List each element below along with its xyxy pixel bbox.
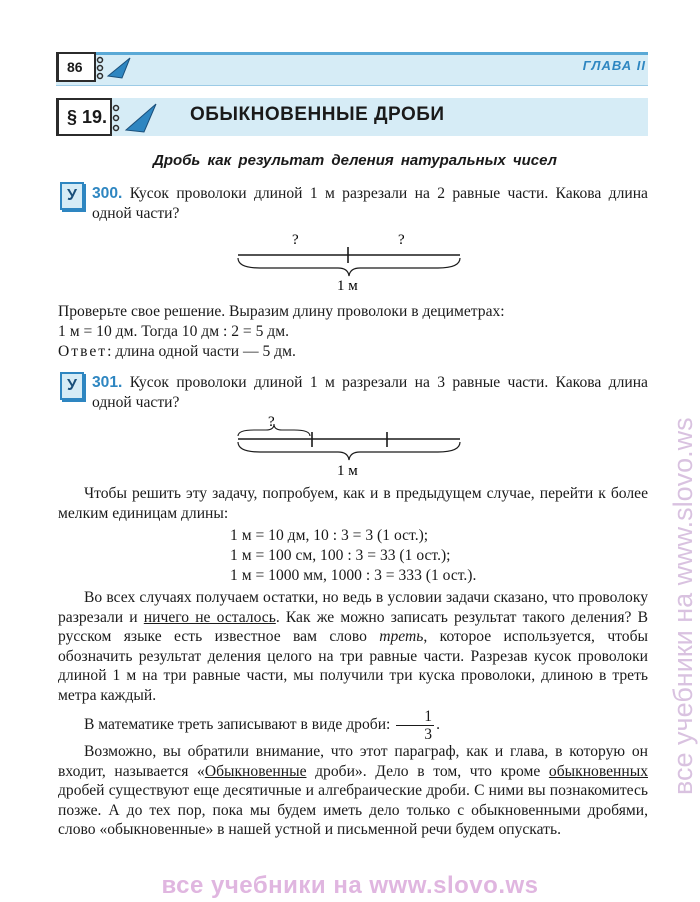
problem-number: 301. <box>92 374 123 391</box>
page-number: 86 <box>56 52 96 82</box>
paragraph-fraction: В математике треть записывают в виде дроби: $\frac{1}{3}$ . <box>84 708 440 743</box>
paragraph-common-fractions: Возможно, вы обратили внимание, что этот параграф, как и глава, в которую он входит, называется «Обыкновенные дроби». Дело в том, что кроме обыкновенных дробей существуют еще десятичные и алгебраические дроби. С ними вы познакомитесь позже. А до тех пор, пока мы будем иметь дело только с обыкновенными дробями, слово «обыкновенные» в нашей устной и письменной речи будем опускать. <box>58 743 648 838</box>
watermark-bottom: все учебники на www.slovo.ws <box>161 872 539 899</box>
answer-line: Ответ: длина одной части — 5 дм. <box>58 343 296 360</box>
section-number: § 19. <box>56 98 112 136</box>
chapter-label: ГЛАВА II <box>582 58 646 73</box>
section-title: ОБЫКНОВЕННЫЕ ДРОБИ <box>190 104 445 125</box>
exercise-badge: У <box>60 372 84 400</box>
segment-diagram-halves <box>230 230 470 292</box>
question-mark: ? <box>292 232 299 248</box>
question-mark: ? <box>268 414 275 430</box>
problem-number: 300. <box>92 185 123 202</box>
question-mark: ? <box>398 232 405 248</box>
fraction-one-third: $\frac{1}{3}$ <box>396 708 434 743</box>
pen-nib-icon <box>96 54 136 82</box>
paragraph-remainders: Во всех случаях получаем остатки, но ведь в условии задачи сказано, что проволоку разрезали и ничего не осталось. Как же можно записать результат такого деления? В русском языке есть известное вам слово треть, которое используется, чтобы обозначить результат деления целого на три равные части. Разрезав кусок проволоки длиной 1 м на три равные части, мы получили три куска проволоки, длиною в треть метра каждый. <box>58 589 648 704</box>
check-line-2: 1 м = 10 дм. Тогда 10 дм : 2 = 5 дм. <box>58 323 289 340</box>
exercise-badge: У <box>60 182 84 210</box>
problem-text: Кусок проволоки длиной 1 м разрезали на 2 равные части. Какова длина одной части? <box>92 185 648 222</box>
problem-300 <box>92 184 648 223</box>
problem-301 <box>92 373 648 412</box>
equation-line: 1 м = 100 см, 100 : 3 = 33 (1 ост.); <box>230 547 451 564</box>
segment-length-label: 1 м <box>337 278 358 292</box>
watermark-side: все учебники на www.slovo.ws <box>668 417 698 795</box>
segment-diagram-thirds <box>230 412 470 480</box>
check-line-1: Проверьте свое решение. Выразим длину проволоки в дециметрах: <box>58 303 505 320</box>
subsection-title: Дробь как результат деления натуральных чисел <box>152 152 557 169</box>
equation-line: 1 м = 10 дм, 10 : 3 = 3 (1 ост.); <box>230 527 429 544</box>
page-header-bar <box>56 52 648 86</box>
segment-length-label: 1 м <box>337 463 358 479</box>
pen-nib-icon <box>112 100 162 136</box>
paragraph-smaller-units: Чтобы решить эту задачу, попробуем, как и в предыдущем случае, перейти к более мелким единицам длины: <box>58 485 648 522</box>
equation-line: 1 м = 1000 мм, 1000 : 3 = 333 (1 ост.). <box>230 567 477 584</box>
problem-text: Кусок проволоки длиной 1 м разрезали на 3 равные части. Какова длина одной части? <box>92 374 648 411</box>
